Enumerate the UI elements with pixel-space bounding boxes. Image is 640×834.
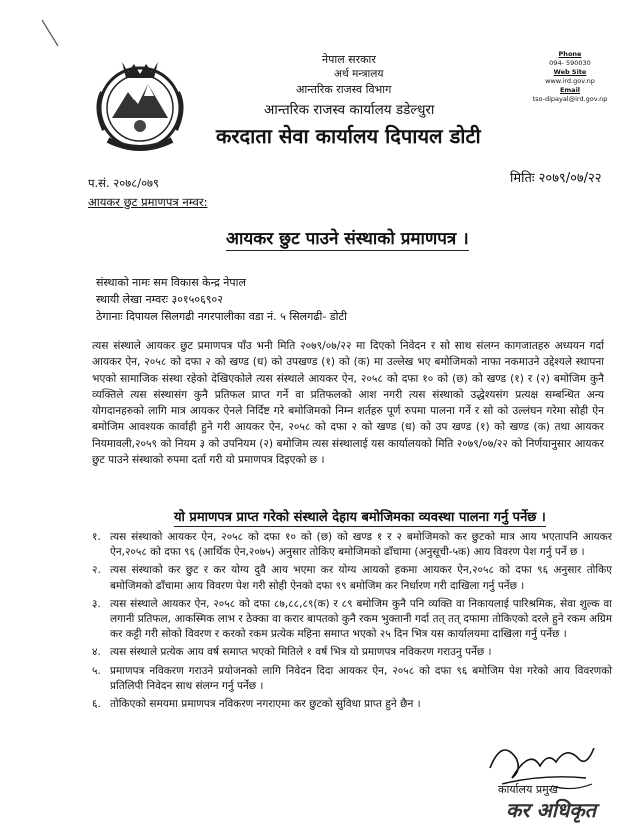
certificate-paragraph: त्यस संस्थाले आयकर छुट प्रमाणपत्र पाँउ भनी मिति २०७९/०७/२२ मा दिएको निवेदन र सो साथ संलग्न कागजातहरु अध्ययन गर्दा आयकर ऐन, २०५८ को दफा २ को खण्ड (ध) को उपखण्ड (१) को (क) मा उल्लेख भए बमोजिमको नाफा नकमाउने उद्देश्यले स्थापना भएको सामाजिक संस्था रहेको देखिएकोले त्यस संस्थाले आयकर ऐन, २०५८ को दफा १० को (छ) को खण्ड (१) र (२) बमोजिम कुनै व्यक्तिले त्यस संस्थासंग कुनै प्रतिफल प्राप्त गर्ने वा प्रतिफलको आश नगरी त्यस संस्थाको उद्धेश्यसंग प्रत्यक्ष सम्बन्धित अन्य योगदानहरुको लागि मात्र आयकर ऐनले निर्दिष्ट गरे बमोजिमको निम्न शर्तहरु पूर्ण रुपमा पालना गर्ने र सो को उल्लंघन गरेमा सोही ऐन बमोजिम आवश्यक कार्वाही हुने गरी आयकर ऐन, २०५८ को दफा २ को खण्ड (ध) को उप खण्ड (१) को खण्ड (क) तथा आयकर नियमावली,२०५९ को नियम ३ को उपनियम (२) बमोजिम त्यस संस्थालाई यस कार्यालयको मिति २०७९/०७/२२ को निर्णयानुसार आयकर छुट पाउने संस्थाको रुपमा दर्ता गरी यो प्रमाणपत्र दिइएको छ । [92,340,604,467]
organization-address: ठेगानाः दिपायल सिलगढी नगरपालीका वडा नं. ५ सिलगढी- डोटी [96,310,347,323]
header-line-service-office: करदाता सेवा कार्यालय दिपायल डोटी [216,124,481,148]
condition-text: त्यस संस्थाको कर छुट र कर योग्य दुवै आय भएमा कर योग्य आयको हकमा आयकर ऐन,२०५८ को दफा ९६ अनुसार तोकिए बमोजिमको ढाँचामा आय विवरण पेश गरी सोही ऐनको दफा ९९ बमोजिम कर निर्धारण गरी दाखिला गर्नु पर्नेछ । [110,564,612,592]
organization-pan: स्थायी लेखा नम्वरः ३०१५०६९०२ [96,293,223,306]
document-title: आयकर छुट पाउने संस्थाको प्रमाणपत्र । [226,226,469,251]
condition-text: तोकिएको समयमा प्रमाणपत्र नविकरण नगराएमा कर छुटको सुविधा प्राप्त हुने छैन । [110,698,421,711]
condition-number: १. [92,531,101,543]
header-line-office: आन्तरिक राजस्व कार्यालय डडेल्धुरा [264,102,435,118]
signatory-title: कार्यालय प्रमुख [498,783,558,796]
header-line-ministry: अर्थ मन्त्रालय [334,68,384,80]
condition-text: त्यस संस्थाले आयकर ऐन, २०५८ को दफा ८७,८८,८९(क) र ८९ बमोजिम कुनै पनि व्यक्ति वा निकायलाई पारिश्रमिक, सेवा शुल्क वा लगानी प्रतिफल, आकस्मिक लाभ र ठेक्का वा करार बापतको कुनै रकम भुक्तानी गर्दा तत् तत् दफामा तोकिएको दरले हुने रकम अग्रिम कर कट्टी गरी सोको विवरण र करको रकम प्रत्येक महिना समाप्त भएको २५ दिन भित्र यस कार्यालयमा दाखिला गर्नु पर्नेछ । [110,597,612,641]
officer-stamp: कर अधिकृत [506,798,597,822]
government-emblem-icon [88,52,192,156]
fiscal-year: प.सं. २०७८/०७९ [88,176,160,190]
certificate-number-label: आयकर छुट प्रमाणपत्र नम्वर: [88,195,208,209]
condition-item [92,597,612,643]
condition-item [92,697,612,712]
email-label: Email [559,86,581,94]
corner-mark [40,18,60,48]
condition-text: प्रमाणपत्र नविकरण गराउने प्रयोजनको लागि निवेदन दिदा आयकर ऐन, २०५८ को दफा ९६ बमोजिम पेश गरेको आय विवरणको प्रतिलिपी निवेदन साथ संलग्न गर्नु पर्नेछ । [110,664,612,692]
condition-text: त्यस संस्थाको आयकर ऐन, २०५८ को दफा १० को (छ) को खण्ड १ र २ बमोजिमको कर छुटको मात्र आय भएतापनि आयकर ऐन,२०५८ को दफा ९६ (आर्थिक ऐन,२०७५) अनुसार तोकिए बमोजिमको ढाँचामा (अनुसूची-५क) आय विवरण पेश गर्नु पर्ने छ । [110,531,612,559]
website-label: Web Site [553,68,587,76]
condition-item [92,664,612,694]
website-value: www.ird.gov.np [545,77,595,85]
conditions-heading: यो प्रमाणपत्र प्राप्त गरेको संस्थाले देहाय बमोजिमका व्यवस्था पालना गर्नु पर्नेछ । [174,507,546,527]
phone-value: 094- 590030 [549,59,591,67]
condition-number: ५. [92,664,101,677]
condition-number: ६. [92,698,101,711]
condition-item [92,563,612,593]
condition-text: त्यस संस्थाले प्रत्येक आय वर्ष समाप्त भएको मितिले १ वर्ष भित्र यो प्रमाणपत्र नविकरण गराउनु पर्नेछ । [110,646,492,659]
email-value: tso-dipayal@ird.gov.np [532,95,608,103]
header-line-department: आन्तरिक राजस्व विभाग [296,83,392,96]
condition-number: २. [92,564,101,577]
header-line-government: नेपाल सरकार [322,53,376,66]
phone-label: Phone [558,50,582,58]
conditions-list [92,530,612,715]
issue-date: मितिः २०७९/०७/२२ [510,171,602,186]
organization-name: संस्थाको नामः सम विकास केन्द्र नेपाल [96,276,246,289]
condition-item [92,530,612,560]
condition-number: ४. [92,646,101,659]
certificate-body [92,338,604,468]
condition-number: ३. [92,597,101,610]
contact-block [520,50,620,104]
condition-item [92,645,612,660]
